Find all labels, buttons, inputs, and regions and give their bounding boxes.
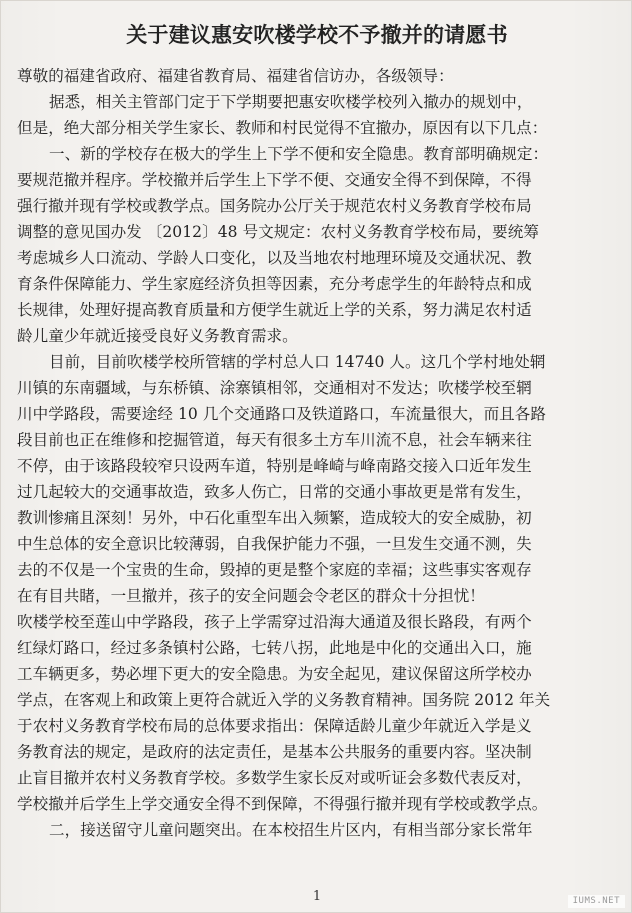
body-line: 于农村义务教育学校布局的总体要求指出：保障适龄儿童少年就近入学是义 (17, 717, 532, 735)
page-number: 1 (312, 889, 322, 904)
body-line: 务教育法的规定，是政府的法定责任，是基本公共服务的重要内容。坚决制 (17, 743, 532, 761)
body-line: 工车辆更多，势必埋下更大的安全隐患。为安全起见，建议保留这所学校办 (17, 665, 532, 683)
body-line: 龄儿童少年就近接受良好义务教育需求。 (17, 327, 298, 345)
watermark: IUMS.NET (568, 895, 625, 908)
body-line: 长规律，处理好提高教育质量和方便学生就近上学的关系，努力满足农村适 (17, 301, 532, 319)
salutation-line: 尊敬的福建省政府、福建省教育局、福建省信访办，各级领导： (17, 67, 454, 85)
body-line: 学点，在客观上和政策上更符合就近入学的义务教育精神。国务院 2012 年关 (17, 691, 551, 709)
body-line: 强行撤并现有学校或教学点。国务院办公厅关于规范农村义务教育学校布局 (17, 197, 532, 215)
body-line: 不停，由于该路段较窄只设两车道，特别是峰崎与峰南路交接入口近年发生 (17, 457, 532, 475)
body-line: 但是，绝大部分相关学生家长、教师和村民觉得不宜撤办，原因有以下几点： (17, 119, 548, 137)
body-line: 育条件保障能力、学生家庭经济负担等因素，充分考虑学生的年龄特点和成 (17, 275, 532, 293)
body-line: 川镇的东南疆域，与东桥镇、涂寨镇相邻，交通相对不发达；吹楼学校至辋 (17, 379, 532, 397)
body-line: 止盲目撤并农村义务教育学校。多数学生家长反对或听证会多数代表反对， (17, 769, 532, 787)
body-line: 吹楼学校至莲山中学路段，孩子上学需穿过沿海大通道及很长路段，有两个 (17, 613, 532, 631)
section-heading-line: 二，接送留守儿童问题突出。在本校招生片区内，有相当部分家长常年 (49, 821, 533, 839)
body-line: 中生总体的安全意识比较薄弱，自我保护能力不强，一旦发生交通不测，失 (17, 535, 532, 553)
section-heading-line: 一、新的学校存在极大的学生上下学不便和安全隐患。教育部明确规定： (49, 145, 549, 163)
body-line: 要规范撤并程序。学校撤并后学生上下学不便、交通安全得不到保障，不得 (17, 171, 532, 189)
body-line: 考虑城乡人口流动、学龄人口变化，以及当地农村地理环境及交通状况、教 (17, 249, 532, 267)
body-line: 教训惨痛且深刻！另外，中石化重型车出入频繁，造成较大的安全威胁，初 (17, 509, 532, 527)
petition-body (17, 63, 617, 893)
body-line: 目前，目前吹楼学校所管辖的学村总人口 14740 人。这几个学村地处辋 (49, 353, 546, 371)
body-line: 红绿灯路口，经过多条镇村公路，七转八拐，此地是中化的交通出入口，施 (17, 639, 532, 657)
body-line: 过几起较大的交通事故造，致多人伤亡，日常的交通小事故更是常有发生， (17, 483, 532, 501)
body-line: 学校撤并后学生上学交通安全得不到保障，不得强行撤并现有学校或教学点。 (17, 795, 548, 813)
body-line: 据悉，相关主管部门定于下学期要把惠安吹楼学校列入撤办的规划中， (49, 93, 533, 111)
document-title: 关于建议惠安吹楼学校不予撤并的请愿书 (126, 22, 508, 47)
body-line: 调整的意见国办发 〔2012〕48 号文规定：农村义务教育学校布局，要统筹 (17, 223, 539, 241)
body-line: 川中学路段，需要途经 10 几个交通路口及铁道路口，车流量很大，而且各路 (17, 405, 546, 423)
body-line: 在有目共睹，一旦撤并，孩子的安全问题会令老区的群众十分担忧！ (17, 587, 485, 605)
body-line: 段目前也正在维修和挖掘管道，每天有很多土方车川流不息，社会车辆来往 (17, 431, 532, 449)
body-line: 去的不仅是一个宝贵的生命，毁掉的更是整个家庭的幸福；这些事实客观存 (17, 561, 532, 579)
